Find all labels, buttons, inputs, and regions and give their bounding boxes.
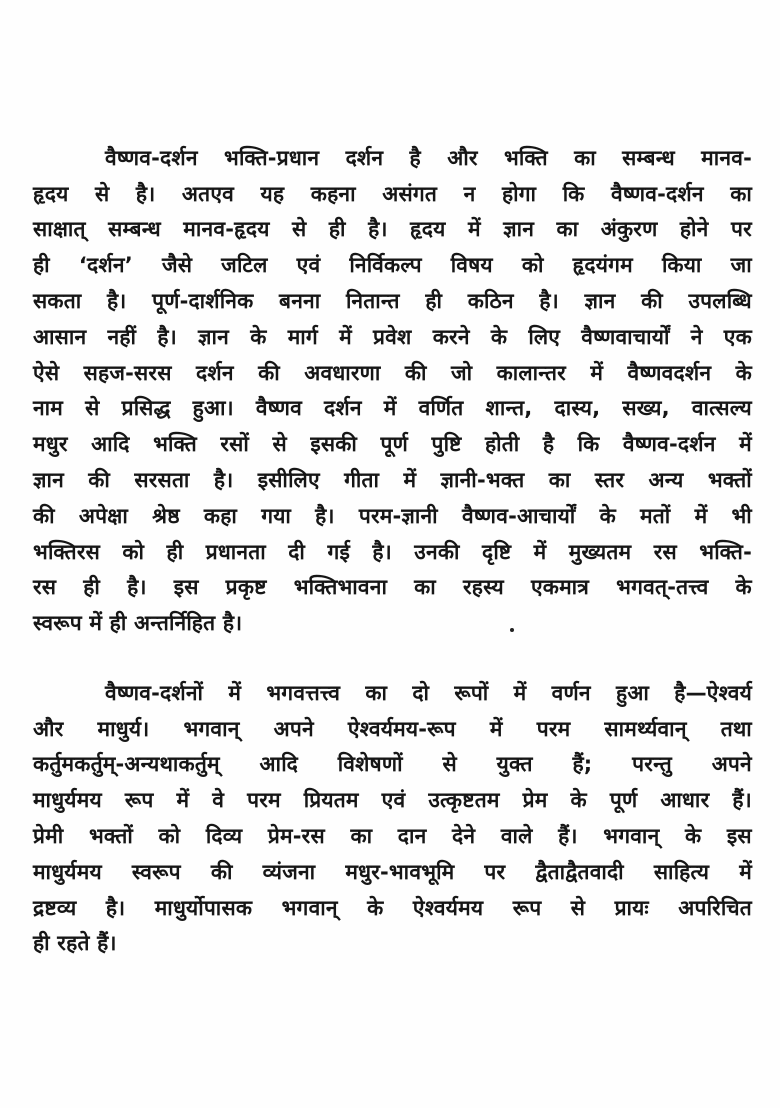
word: इसीलिए (257, 468, 320, 493)
word: में (489, 716, 503, 741)
word: वात्सल्य (691, 396, 752, 421)
text-line (33, 176, 752, 212)
word: ज्ञान (33, 468, 64, 493)
word: भक्तों (707, 468, 752, 493)
word: वैष्णव-आचार्यों (461, 503, 576, 528)
word: को (158, 824, 181, 849)
word: माधुर्यमय (33, 788, 102, 813)
word: में (694, 503, 708, 528)
word: वैष्णव-दर्शन (610, 181, 704, 206)
word: एक (723, 324, 752, 349)
word: मानव-हृदय (183, 217, 270, 242)
word: ही (33, 253, 50, 278)
word: मतों (640, 503, 671, 528)
word: ही (328, 217, 346, 242)
word: व्यंजना (262, 859, 316, 884)
word: की (88, 468, 111, 493)
word: उनकी (414, 539, 460, 564)
word: जैसे (161, 253, 193, 278)
word: रस (33, 575, 57, 600)
text-line (33, 782, 752, 818)
word: के (570, 788, 587, 813)
word: वैष्णव-दर्शन (622, 432, 716, 457)
text-line (33, 391, 752, 427)
word: भक्तिभावना (293, 575, 388, 600)
word: वे (212, 788, 225, 813)
word: करने (432, 324, 470, 349)
word: कहा (203, 503, 238, 528)
word: रस (653, 539, 677, 564)
word: सम्बन्ध (108, 217, 161, 242)
word: हृदय (33, 181, 69, 206)
word: विशेषणों (337, 752, 403, 777)
word: कहना (310, 181, 356, 206)
word: प्रधानता (205, 539, 266, 564)
word: में (383, 396, 397, 421)
word: वैष्णव-दर्शनों (105, 680, 204, 705)
word: में (403, 468, 417, 493)
word: की (33, 503, 55, 528)
word: मानव- (701, 145, 752, 170)
word: के (490, 324, 508, 349)
word: बनना (279, 289, 321, 314)
word: होगा (501, 181, 537, 206)
word: की (641, 289, 663, 314)
word: गया (261, 503, 292, 528)
word: ऐश्वर्यमय-रूप (347, 716, 456, 741)
word: है (542, 432, 555, 457)
word: इस (173, 575, 199, 600)
word: वर्णित (418, 396, 464, 421)
word: दर्शन (345, 145, 384, 170)
word: नितान्त (345, 289, 400, 314)
word: निर्विकल्प (349, 253, 422, 278)
word: भक्तिरस (33, 539, 101, 564)
paragraph-aishvarya-madhurya (33, 675, 752, 961)
word: का (730, 181, 752, 206)
word: माधुर्य। (97, 716, 150, 741)
word: भगवत्-तत्त्व (616, 575, 709, 600)
word: पूर्ण (609, 788, 638, 813)
word: दो (412, 680, 430, 705)
word: का (574, 145, 596, 170)
text-line (33, 426, 752, 462)
word: नाम (33, 396, 64, 421)
word: पूर्ण-दार्शनिक (152, 289, 254, 314)
word: वैष्णवाचार्यों (581, 324, 670, 349)
word: है। (135, 181, 156, 206)
word: वाले (500, 824, 533, 849)
word: है। (372, 539, 392, 564)
word: है। (105, 895, 126, 920)
word: इस (726, 824, 752, 849)
text-line (33, 247, 752, 283)
word: का (414, 575, 436, 600)
word: ही (83, 575, 101, 600)
word: ऐसे (33, 360, 60, 385)
word: अपने (711, 752, 752, 777)
word: मार्ग (287, 324, 318, 349)
word: ज्ञानी-भक्त (440, 468, 525, 493)
word: सरसता (134, 468, 190, 493)
word: के (599, 503, 616, 528)
word: भक्ति (503, 145, 548, 170)
word: द्रष्टव्य (33, 895, 77, 920)
word: रूप (124, 788, 154, 813)
word: से (94, 181, 110, 206)
word: हैं। (558, 824, 578, 849)
word: उत्कृष्टतम (428, 788, 500, 813)
word: को (521, 253, 544, 278)
scan-speck (510, 628, 514, 632)
word: के (735, 360, 752, 385)
word: का (548, 468, 571, 493)
word: भगवान् (281, 895, 338, 920)
paragraph-vaishnava-darshan (33, 140, 752, 641)
text-line (33, 675, 752, 711)
word: अपरिचित (678, 895, 752, 920)
word: है—ऐश्वर्य (674, 680, 752, 705)
word: पर (484, 859, 506, 884)
word: रूपों (454, 680, 489, 705)
word: यह (260, 181, 285, 206)
word: एवं (296, 253, 321, 278)
word: कि (577, 432, 600, 457)
word: भक्ति- (699, 539, 752, 564)
word: ही (166, 539, 184, 564)
word: कि (562, 181, 585, 206)
word: स्वरूप (131, 859, 181, 884)
word: जा (730, 253, 752, 278)
word: वैष्णवदर्शन (627, 360, 712, 385)
word: दान (397, 824, 427, 849)
word: है। (539, 289, 559, 314)
word: रूप (512, 895, 542, 920)
text-line (33, 462, 752, 498)
text-line (33, 747, 752, 783)
word: अपने (273, 716, 314, 741)
word: दृष्टि (481, 539, 512, 564)
word: पुष्टि (431, 432, 462, 457)
word: है। (315, 503, 335, 528)
text-line (33, 212, 752, 248)
word: में (176, 788, 190, 813)
word: हुआ (615, 680, 649, 705)
word: ज्ञान (584, 289, 616, 314)
word: होती (484, 432, 520, 457)
word: दिव्य (205, 824, 243, 849)
word: ‘दर्शन’ (78, 253, 133, 278)
word: पूर्ण (380, 432, 408, 457)
text-line (33, 283, 752, 319)
word: सकता (33, 289, 82, 314)
word: एकमात्र (530, 575, 590, 600)
word: माधुर्यमय (33, 859, 102, 884)
word: परम-ज्ञानी (358, 503, 438, 528)
word: का (350, 824, 373, 849)
word: भगवत्तत्त्व (266, 680, 341, 705)
word: पर (730, 217, 752, 242)
word: और (33, 716, 64, 741)
word: आदि (91, 432, 130, 457)
word: हृदय (410, 217, 446, 242)
word: दर्शन (196, 360, 234, 385)
word: है। (157, 324, 177, 349)
word: से (570, 895, 586, 920)
word: जटिल (221, 253, 268, 278)
word: में (513, 680, 527, 705)
word: किया (661, 253, 702, 278)
word: से (292, 217, 307, 242)
text-line (33, 818, 752, 854)
word: लिए (528, 324, 561, 349)
word: अतएव (181, 181, 235, 206)
text-line (33, 319, 752, 355)
word: कालान्तर (496, 360, 566, 385)
word: परन्तु (632, 752, 672, 777)
word: में (467, 217, 481, 242)
word: जो (451, 360, 473, 385)
word: सामर्थ्यवान् (604, 716, 687, 741)
word: रहस्य (463, 575, 504, 600)
word: गई (327, 539, 350, 564)
word: सख्य, (622, 396, 670, 421)
text-line (33, 355, 752, 391)
text-line-final: ही रहते हैं। (33, 931, 117, 956)
text-line (33, 711, 752, 747)
word: न (463, 181, 476, 206)
word: को (122, 539, 145, 564)
word: से (442, 752, 457, 777)
word: के (685, 824, 702, 849)
word: प्रियतम (303, 788, 359, 813)
text-line (33, 140, 752, 176)
word: अंकुरण (600, 217, 658, 242)
word: है (409, 145, 421, 170)
word: प्रेम-रस (267, 824, 325, 849)
word: ने (690, 324, 703, 349)
word: माधुर्योपासक (154, 895, 253, 920)
word: प्रायः (614, 895, 649, 920)
word: रसों (220, 432, 249, 457)
word: के (367, 895, 384, 920)
text-line-final: स्वरूप में ही अन्तर्निहित है। (33, 611, 243, 636)
word: आसान (33, 324, 87, 349)
word: से (85, 396, 100, 421)
word: प्रेमी (33, 824, 64, 849)
word: होने (679, 217, 709, 242)
word: नहीं (107, 324, 137, 349)
word: आधार (660, 788, 710, 813)
word: कर्तुमकर्तुम्-अन्यथाकर्तुम् (33, 752, 220, 777)
word: वर्णन (551, 680, 591, 705)
word: मधुर-भावभूमि (345, 859, 455, 884)
word: शान्त, (485, 396, 533, 421)
word: विषय (450, 253, 493, 278)
word: है। (213, 468, 234, 493)
word: अन्य (648, 468, 684, 493)
word: गीता (344, 468, 380, 493)
word: वैष्णव (255, 396, 302, 421)
word: भक्ति-प्रधान (223, 145, 320, 170)
word: हृदयंगम (572, 253, 633, 278)
word: हैं। (732, 788, 752, 813)
word: है। (368, 217, 388, 242)
word: युक्त (496, 752, 533, 777)
word: प्रसिद्ध (121, 396, 171, 421)
word: सम्बन्ध (622, 145, 675, 170)
word: अवधारणा (304, 360, 381, 385)
word: साक्षात् (33, 217, 86, 242)
word: दास्य, (554, 396, 601, 421)
word: परम (247, 788, 281, 813)
word: ज्ञान (503, 217, 535, 242)
word: भक्तों (88, 824, 133, 849)
text-line (33, 534, 752, 570)
word: के (250, 324, 267, 349)
word: भगवान् (183, 716, 240, 741)
word: उपलब्धि (688, 289, 752, 314)
word: दर्शन (324, 396, 362, 421)
word: की (210, 859, 233, 884)
word: मधुर (33, 432, 68, 457)
word: प्रेम (522, 788, 548, 813)
word: द्वैताद्वैतवादी (535, 859, 624, 884)
word: के (735, 575, 752, 600)
word: की (258, 360, 280, 385)
word: हैं; (572, 752, 593, 777)
word: कठिन (467, 289, 514, 314)
word: में (739, 859, 752, 884)
word: प्रकृष्ट (225, 575, 267, 600)
word: ज्ञान (198, 324, 230, 349)
word: है। (106, 289, 127, 314)
word: स्तर (594, 468, 625, 493)
text-line (33, 854, 752, 890)
word: देने (452, 824, 476, 849)
word: एवं (381, 788, 406, 813)
text-line (33, 570, 752, 606)
word: प्रवेश (373, 324, 412, 349)
word: परम (536, 716, 571, 741)
word: तथा (720, 716, 752, 741)
word: दी (288, 539, 306, 564)
word: आदि (259, 752, 298, 777)
word: साहित्य (653, 859, 710, 884)
text-line (33, 498, 752, 534)
word: ऐश्वर्यमय (412, 895, 484, 920)
word: में (739, 432, 752, 457)
word: श्रेष्ठ (152, 503, 180, 528)
text-line (33, 890, 752, 926)
word: में (228, 680, 242, 705)
word: का (365, 680, 388, 705)
word: भी (731, 503, 752, 528)
word: का (556, 217, 579, 242)
word: हुआ। (192, 396, 234, 421)
word: इसकी (310, 432, 358, 457)
word: की (404, 360, 427, 385)
word: ही (425, 289, 443, 314)
word: में (590, 360, 604, 385)
word: भक्ति (153, 432, 197, 457)
word: है। (127, 575, 147, 600)
word: मुख्यतम (568, 539, 632, 564)
word: और (447, 145, 478, 170)
word: सहज-सरस (83, 360, 172, 385)
word: अपेक्षा (78, 503, 128, 528)
word: असंगत (382, 181, 438, 206)
word: भगवान् (603, 824, 660, 849)
word: में (533, 539, 547, 564)
word: से (272, 432, 287, 457)
word: वैष्णव-दर्शन (105, 145, 198, 170)
word: में (339, 324, 352, 349)
